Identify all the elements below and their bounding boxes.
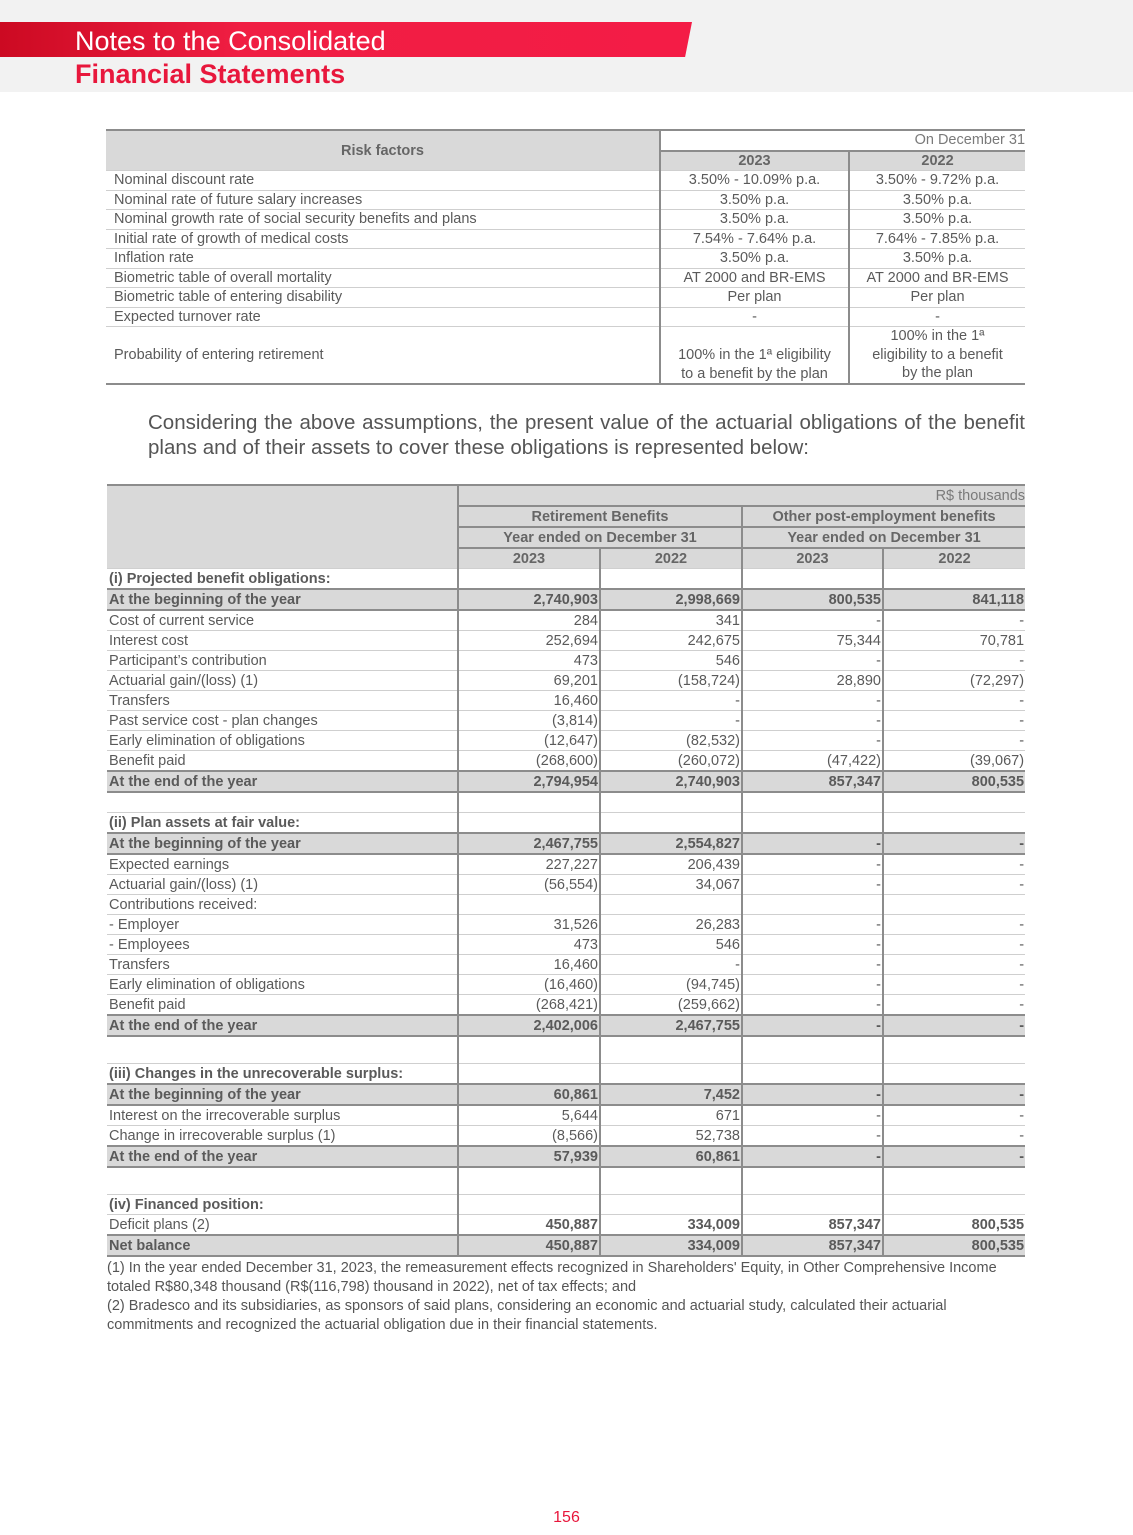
row-value: 2,740,903 <box>458 589 600 610</box>
row-value: - <box>883 833 1025 854</box>
row-value: - <box>883 935 1025 955</box>
section-empty-cell <box>600 569 742 590</box>
row-label: - Employer <box>107 915 458 935</box>
risk-value-2023: AT 2000 and BR-EMS <box>660 268 849 288</box>
row-label: Participant’s contribution <box>107 651 458 671</box>
risk-row <box>106 210 1025 230</box>
table-row <box>107 1015 1025 1036</box>
retirement-benefits-header: Retirement Benefits <box>458 506 742 527</box>
row-value: - <box>600 955 742 975</box>
row-value: 60,861 <box>458 1084 600 1105</box>
risk-value-2023: 3.50% p.a. <box>660 210 849 230</box>
table-row <box>107 1235 1025 1256</box>
period-header-1: Year ended on December 31 <box>458 527 742 548</box>
section-empty-cell <box>742 1064 883 1085</box>
row-value: (3,814) <box>458 711 600 731</box>
spacer-cell <box>600 1167 742 1195</box>
row-value: 31,526 <box>458 915 600 935</box>
row-value: - <box>742 1105 883 1126</box>
row-value: - <box>600 711 742 731</box>
retirement-2022-line3: by the plan <box>902 365 973 382</box>
section-empty-cell <box>883 813 1025 834</box>
row-value <box>742 895 883 915</box>
risk-value-2023: 7.54% - 7.64% p.a. <box>660 229 849 249</box>
row-value: 473 <box>458 651 600 671</box>
row-value: - <box>742 1146 883 1167</box>
risk-label: Initial rate of growth of medical costs <box>106 229 660 249</box>
row-label: Past service cost - plan changes <box>107 711 458 731</box>
row-value: 800,535 <box>883 1215 1025 1236</box>
row-label: Benefit paid <box>107 995 458 1016</box>
row-value: - <box>742 711 883 731</box>
row-value: 252,694 <box>458 631 600 651</box>
table-corner <box>107 485 458 569</box>
risk-value-2023: 3.50% p.a. <box>660 190 849 210</box>
section-empty-cell <box>458 813 600 834</box>
page-number: 156 <box>553 1509 580 1526</box>
table-row <box>107 1146 1025 1167</box>
risk-value-2023: 3.50% p.a. <box>660 249 849 269</box>
table-row <box>107 651 1025 671</box>
year-2023-header: 2023 <box>660 151 849 171</box>
footnote-2: (2) Bradesco and its subsidiaries, as sponsors of said plans, considering an economic and actuarial study, calculated their actuarial commitments and recognized the actuarial obligation due in their financial statements. <box>107 1298 947 1333</box>
row-label: Benefit paid <box>107 751 458 772</box>
spacer-row <box>107 1167 1025 1195</box>
row-label: At the beginning of the year <box>107 589 458 610</box>
row-value: - <box>883 875 1025 895</box>
row-value: 857,347 <box>742 1215 883 1236</box>
intro-paragraph: Considering the above assumptions, the present value of the actuarial obligations of the benefit plans and of their assets to cover these obligations is represented below: <box>148 411 1025 459</box>
section-empty-cell <box>742 813 883 834</box>
row-value <box>883 895 1025 915</box>
header-title-line2: Financial Statements <box>75 59 346 89</box>
row-value: 450,887 <box>458 1215 600 1236</box>
spacer-cell <box>458 1167 600 1195</box>
row-label: At the beginning of the year <box>107 1084 458 1105</box>
row-value: 450,887 <box>458 1235 600 1256</box>
spacer-cell <box>883 1036 1025 1064</box>
table-row <box>107 1084 1025 1105</box>
risk-label: Biometric table of entering disability <box>106 288 660 308</box>
retirement-2023 <box>660 327 849 385</box>
spacer-cell <box>107 1036 458 1064</box>
row-value: - <box>883 955 1025 975</box>
risk-value-2023: 3.50% - 10.09% p.a. <box>660 171 849 191</box>
row-value: - <box>742 833 883 854</box>
table-row <box>107 631 1025 651</box>
retirement-2022-line2: eligibility to a benefit <box>872 346 1003 363</box>
row-label: - Employees <box>107 935 458 955</box>
row-value: 546 <box>600 651 742 671</box>
row-value: - <box>742 1126 883 1147</box>
row-value: 7,452 <box>600 1084 742 1105</box>
table-row <box>107 771 1025 792</box>
spacer-cell <box>107 1167 458 1195</box>
period-header-2: Year ended on December 31 <box>742 527 1025 548</box>
row-value: 206,439 <box>600 854 742 875</box>
footnote-1: (1) In the year ended December 31, 2023, the remeasurement effects recognized in Shareholders' Equity, in Other Comprehensive Income totaled R$80,348 thousand (R$(116,798) thousand in 2022), net of tax effects; and <box>107 1260 997 1295</box>
row-value: 16,460 <box>458 955 600 975</box>
row-value: (268,600) <box>458 751 600 772</box>
section-title: (i) Projected benefit obligations: <box>107 569 458 590</box>
row-value: - <box>883 1015 1025 1036</box>
row-value: 841,118 <box>883 589 1025 610</box>
row-value: (268,421) <box>458 995 600 1016</box>
row-value: - <box>883 731 1025 751</box>
spacer-cell <box>883 1167 1025 1195</box>
table-row <box>107 915 1025 935</box>
table-row <box>107 895 1025 915</box>
row-value: 546 <box>600 935 742 955</box>
row-value: - <box>742 651 883 671</box>
spacer-cell <box>107 792 458 813</box>
spacer-row <box>107 792 1025 813</box>
row-value: - <box>742 875 883 895</box>
retirement-2022 <box>849 327 1025 385</box>
spacer-cell <box>458 792 600 813</box>
row-label: At the end of the year <box>107 1146 458 1167</box>
row-value: 69,201 <box>458 671 600 691</box>
row-value: 284 <box>458 610 600 631</box>
row-label: Transfers <box>107 691 458 711</box>
row-value: (260,072) <box>600 751 742 772</box>
row-value: 341 <box>600 610 742 631</box>
row-value: 2,794,954 <box>458 771 600 792</box>
row-value: 26,283 <box>600 915 742 935</box>
row-value: (39,067) <box>883 751 1025 772</box>
risk-value-2022: 3.50% p.a. <box>849 210 1025 230</box>
row-value: (259,662) <box>600 995 742 1016</box>
row-value: 334,009 <box>600 1235 742 1256</box>
row-value: - <box>742 1015 883 1036</box>
row-value: - <box>883 711 1025 731</box>
section-empty-cell <box>883 569 1025 590</box>
section-title: (ii) Plan assets at fair value: <box>107 813 458 834</box>
row-value: 227,227 <box>458 854 600 875</box>
row-value: 5,644 <box>458 1105 600 1126</box>
risk-value-2022: 3.50% p.a. <box>849 249 1025 269</box>
section-empty-cell <box>600 1195 742 1215</box>
row-value: (72,297) <box>883 671 1025 691</box>
section-title: (iv) Financed position: <box>107 1195 458 1215</box>
retirement-label: Probability of entering retirement <box>106 327 660 385</box>
actuarial-obligations-table <box>107 484 1025 1257</box>
risk-row <box>106 249 1025 269</box>
table-row <box>107 751 1025 772</box>
row-value <box>458 895 600 915</box>
table-row <box>107 731 1025 751</box>
section-title-row <box>107 1195 1025 1215</box>
row-value: - <box>883 995 1025 1016</box>
row-value: - <box>600 691 742 711</box>
table-row <box>107 1105 1025 1126</box>
row-value: 857,347 <box>742 771 883 792</box>
row-value: - <box>883 651 1025 671</box>
year-header-3: 2023 <box>742 548 883 569</box>
row-value: 857,347 <box>742 1235 883 1256</box>
row-label: Actuarial gain/(loss) (1) <box>107 875 458 895</box>
row-value: - <box>883 1084 1025 1105</box>
other-post-employment-header: Other post-employment benefits <box>742 506 1025 527</box>
risk-value-2022: AT 2000 and BR-EMS <box>849 268 1025 288</box>
row-value: (94,745) <box>600 975 742 995</box>
table-row <box>107 691 1025 711</box>
section-title-row <box>107 1064 1025 1085</box>
row-value: (82,532) <box>600 731 742 751</box>
row-label: At the end of the year <box>107 1015 458 1036</box>
risk-value-2022: 3.50% p.a. <box>849 190 1025 210</box>
on-december-31-header: On December 31 <box>660 130 1025 151</box>
row-value: 70,781 <box>883 631 1025 651</box>
header-title-line1: Notes to the Consolidated <box>75 26 386 56</box>
table-row <box>107 589 1025 610</box>
table-row <box>107 975 1025 995</box>
row-label: At the beginning of the year <box>107 833 458 854</box>
risk-value-2022: - <box>849 307 1025 327</box>
risk-row <box>106 307 1025 327</box>
row-value: 75,344 <box>742 631 883 651</box>
row-value: 2,467,755 <box>600 1015 742 1036</box>
risk-value-2023: - <box>660 307 849 327</box>
row-value: - <box>742 915 883 935</box>
row-label: At the end of the year <box>107 771 458 792</box>
risk-row <box>106 288 1025 308</box>
row-value: - <box>883 915 1025 935</box>
row-label: Expected earnings <box>107 854 458 875</box>
row-value: 16,460 <box>458 691 600 711</box>
retirement-2022-line1: 100% in the 1ª <box>890 328 985 345</box>
row-label: Interest on the irrecoverable surplus <box>107 1105 458 1126</box>
row-value: - <box>742 610 883 631</box>
spacer-cell <box>742 1036 883 1064</box>
row-value: - <box>742 1084 883 1105</box>
spacer-cell <box>742 1167 883 1195</box>
row-value: (16,460) <box>458 975 600 995</box>
row-value: 52,738 <box>600 1126 742 1147</box>
risk-value-2022: Per plan <box>849 288 1025 308</box>
row-value: 242,675 <box>600 631 742 651</box>
row-value: - <box>883 1146 1025 1167</box>
spacer-cell <box>742 792 883 813</box>
row-value: 2,740,903 <box>600 771 742 792</box>
spacer-cell <box>600 792 742 813</box>
risk-value-2023: Per plan <box>660 288 849 308</box>
row-value: (8,566) <box>458 1126 600 1147</box>
risk-row <box>106 171 1025 191</box>
row-value: (12,647) <box>458 731 600 751</box>
section-empty-cell <box>742 1195 883 1215</box>
row-value: 671 <box>600 1105 742 1126</box>
row-value: 57,939 <box>458 1146 600 1167</box>
row-value: 800,535 <box>742 589 883 610</box>
table-row <box>107 875 1025 895</box>
row-value: - <box>883 1126 1025 1147</box>
table-row <box>107 711 1025 731</box>
risk-label: Inflation rate <box>106 249 660 269</box>
row-value: - <box>883 1105 1025 1126</box>
table-row <box>107 995 1025 1016</box>
section-empty-cell <box>600 813 742 834</box>
row-value: - <box>742 935 883 955</box>
row-value: 473 <box>458 935 600 955</box>
row-value: - <box>883 854 1025 875</box>
risk-row <box>106 190 1025 210</box>
row-label: Net balance <box>107 1235 458 1256</box>
section-title-row <box>107 813 1025 834</box>
row-label: Deficit plans (2) <box>107 1215 458 1236</box>
row-value: - <box>742 854 883 875</box>
retirement-2023-line1: 100% in the 1ª eligibility <box>678 347 831 363</box>
row-value: (47,422) <box>742 751 883 772</box>
risk-value-2022: 3.50% - 9.72% p.a. <box>849 171 1025 191</box>
row-label: Cost of current service <box>107 610 458 631</box>
row-value: 28,890 <box>742 671 883 691</box>
risk-factors-table <box>106 129 1025 385</box>
table-row <box>107 955 1025 975</box>
spacer-cell <box>600 1036 742 1064</box>
row-label: Early elimination of obligations <box>107 731 458 751</box>
spacer-cell <box>458 1036 600 1064</box>
risk-label: Nominal discount rate <box>106 171 660 191</box>
risk-label: Biometric table of overall mortality <box>106 268 660 288</box>
row-value: - <box>742 691 883 711</box>
risk-row <box>106 229 1025 249</box>
retirement-2023-line2: to a benefit by the plan <box>681 365 828 382</box>
row-value: 334,009 <box>600 1215 742 1236</box>
year-header-4: 2022 <box>883 548 1025 569</box>
table-row <box>107 610 1025 631</box>
spacer-cell <box>883 792 1025 813</box>
row-label: Actuarial gain/(loss) (1) <box>107 671 458 691</box>
row-value <box>600 895 742 915</box>
row-value: - <box>742 731 883 751</box>
row-value: 60,861 <box>600 1146 742 1167</box>
row-value: - <box>742 975 883 995</box>
row-value: 800,535 <box>883 1235 1025 1256</box>
row-value: 800,535 <box>883 771 1025 792</box>
risk-row <box>106 268 1025 288</box>
table-row <box>107 833 1025 854</box>
table-row <box>107 1126 1025 1147</box>
section-empty-cell <box>883 1064 1025 1085</box>
row-label: Change in irrecoverable surplus (1) <box>107 1126 458 1147</box>
table-row <box>107 671 1025 691</box>
row-value: (158,724) <box>600 671 742 691</box>
row-value: (56,554) <box>458 875 600 895</box>
row-value: 2,402,006 <box>458 1015 600 1036</box>
risk-label: Nominal growth rate of social security benefits and plans <box>106 210 660 230</box>
section-empty-cell <box>883 1195 1025 1215</box>
table-row <box>107 1215 1025 1236</box>
section-empty-cell <box>458 1195 600 1215</box>
row-value: 2,554,827 <box>600 833 742 854</box>
row-label: Contributions received: <box>107 895 458 915</box>
risk-label: Nominal rate of future salary increases <box>106 190 660 210</box>
section-empty-cell <box>458 569 600 590</box>
year-header-2: 2022 <box>600 548 742 569</box>
row-value: - <box>883 610 1025 631</box>
section-empty-cell <box>458 1064 600 1085</box>
table-row <box>107 854 1025 875</box>
row-value: 2,998,669 <box>600 589 742 610</box>
row-value: - <box>883 975 1025 995</box>
spacer-row <box>107 1036 1025 1064</box>
row-value: - <box>883 691 1025 711</box>
section-title: (iii) Changes in the unrecoverable surplus: <box>107 1064 458 1085</box>
row-value: 2,467,755 <box>458 833 600 854</box>
risk-factors-header: Risk factors <box>106 130 660 171</box>
table-row <box>107 935 1025 955</box>
year-header-1: 2023 <box>458 548 600 569</box>
row-value: - <box>742 955 883 975</box>
section-empty-cell <box>742 569 883 590</box>
row-label: Early elimination of obligations <box>107 975 458 995</box>
risk-value-2022: 7.64% - 7.85% p.a. <box>849 229 1025 249</box>
year-2022-header: 2022 <box>849 151 1025 171</box>
footnotes <box>107 1259 1025 1335</box>
row-value: 34,067 <box>600 875 742 895</box>
row-value: - <box>742 995 883 1016</box>
section-empty-cell <box>600 1064 742 1085</box>
row-label: Interest cost <box>107 631 458 651</box>
section-title-row <box>107 569 1025 590</box>
row-label: Transfers <box>107 955 458 975</box>
unit-label: R$ thousands <box>458 485 1025 506</box>
risk-label: Expected turnover rate <box>106 307 660 327</box>
